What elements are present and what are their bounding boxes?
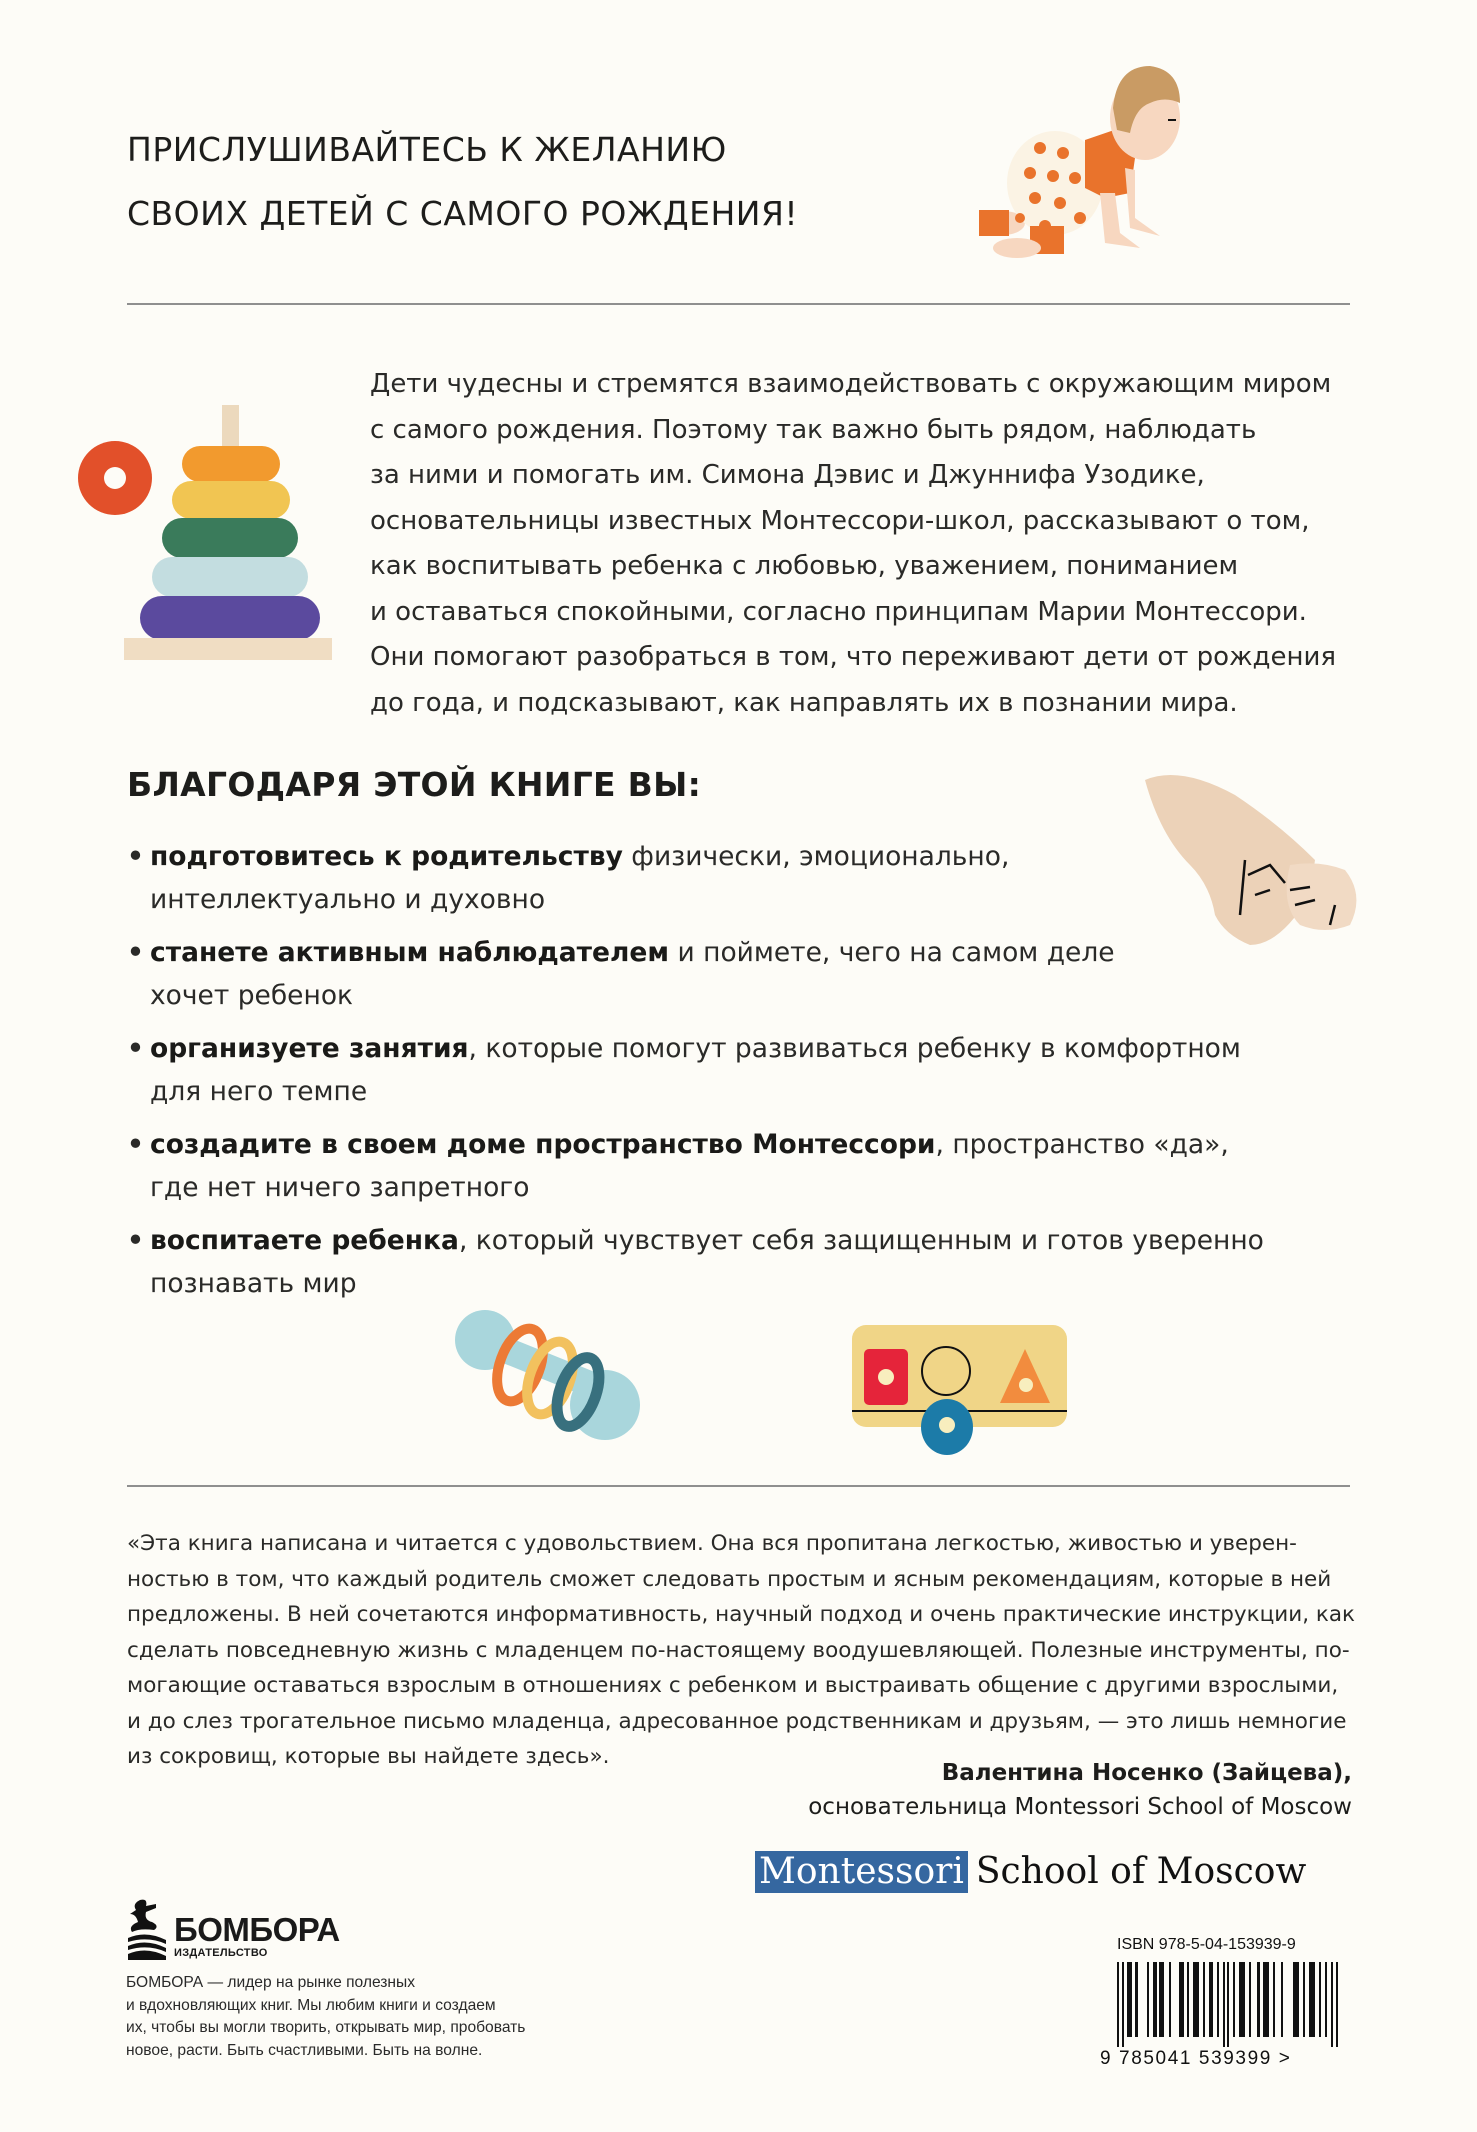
intro-line: за ними и помогать им. Симона Дэвис и Джуннифа Узодике,: [370, 460, 1205, 490]
quote-line: сделать повседневную жизнь с младенцем по-настоящему воодушевляющей. Полезные инструменты, по-: [127, 1637, 1350, 1663]
publisher-line: новое, расти. Быть счастливыми. Быть на волне.: [126, 2041, 483, 2059]
benefit-bold: станете активным наблюдателем: [150, 937, 670, 968]
shape-sorter-puzzle-icon: [850, 1315, 1075, 1455]
intro-line: Дети чудесны и стремятся взаимодействовать с окружающим миром: [370, 369, 1332, 399]
benefit-text: , пространство «да»,: [935, 1129, 1229, 1160]
quote-line: предложены. В ней сочетаются информативность, научный подход и очень практические инструкции, как: [127, 1602, 1356, 1627]
bullet-icon: •: [127, 1033, 144, 1064]
benefit-item: [127, 1219, 1367, 1305]
heading-line-2: СВОИХ ДЕТЕЙ С САМОГО РОЖДЕНИЯ!: [127, 194, 799, 233]
quote-line: «Эта книга написана и читается с удовольствием. Она вся пропитана легкостью, живостью и уверен-: [127, 1531, 1297, 1556]
publisher-description: [126, 1972, 525, 2062]
intro-paragraph: [370, 362, 1360, 726]
publisher-line: БОМБОРА — лидер на рынке полезных: [126, 1974, 416, 1991]
quote-attribution: [808, 1756, 1352, 1824]
page-heading: [127, 118, 798, 246]
quote-line: из сокровищ, которые вы найдете здесь».: [127, 1744, 610, 1769]
quote-line: ностью в том, что каждый родитель сможет следовать простым и ясным рекомендациям, которые в ней: [127, 1566, 1332, 1592]
benefit-bold: создадите в своем доме пространство Монтессори: [150, 1129, 936, 1160]
quote-line: могающие оставаться взрослым в отношениях с ребенком и выстраивать общение с другими взрослыми,: [127, 1673, 1339, 1698]
benefits-title: БЛАГОДАРЯ ЭТОЙ КНИГЕ ВЫ:: [127, 765, 702, 804]
benefit-item: [127, 835, 1367, 921]
barcode-icon: [1117, 1962, 1339, 2047]
publisher-subtitle: ИЗДАТЕЛЬСТВО: [174, 1947, 268, 1959]
heading-line-1: ПРИСЛУШИВАЙТЕСЬ К ЖЕЛАНИЮ: [127, 130, 727, 169]
quote-author-role: основательница Montessori School of Moscow: [808, 1794, 1352, 1820]
intro-line: до года, и подсказывают, как направлять их в познании мира.: [370, 687, 1238, 718]
benefit-text: физически, эмоционально,: [622, 841, 1010, 872]
quote-author: Валентина Носенко (Зайцева),: [941, 1760, 1352, 1786]
benefit-text: , который чувствует себя защищенным и готов уверенно: [458, 1225, 1264, 1256]
benefit-text: познавать мир: [150, 1268, 357, 1299]
benefit-text: для него темпе: [150, 1076, 368, 1107]
isbn-label: ISBN 978-5-04-153939-9: [1117, 1936, 1296, 1953]
bullet-icon: •: [127, 841, 144, 872]
benefits-list: [127, 835, 1367, 1315]
bullet-icon: •: [127, 1129, 144, 1160]
rattle-with-rings-icon: [450, 1310, 670, 1460]
barcode-digits: 9 785041 539399 >: [1100, 2048, 1292, 2069]
intro-line: с самого рождения. Поэтому так важно быть рядом, наблюдать: [370, 414, 1257, 445]
intro-line: основательницы известных Монтессори-школ, рассказывают о том,: [370, 505, 1310, 536]
benefit-item: [127, 1027, 1367, 1113]
bullet-icon: •: [127, 1225, 144, 1256]
bullet-icon: •: [127, 937, 144, 968]
surfer-wave-icon: [126, 1898, 168, 1960]
publisher-logo: [126, 1898, 340, 1960]
review-quote: [127, 1526, 1357, 1775]
montessori-school-logo: [755, 1851, 1306, 1893]
intro-line: и оставаться спокойными, согласно принципам Марии Монтессори.: [370, 596, 1307, 627]
publisher-line: их, чтобы вы могли творить, открывать мир, пробовать: [126, 2019, 526, 2036]
benefit-text: интеллектуально и духовно: [150, 884, 546, 915]
benefit-text: , которые помогут развиваться ребенку в комфортном: [468, 1033, 1241, 1064]
benefit-text: где нет ничего запретного: [150, 1172, 530, 1203]
benefit-bold: подготовитесь к родительству: [150, 841, 623, 872]
intro-line: как воспитывать ребенка с любовью, уважением, пониманием: [370, 551, 1239, 581]
benefit-item: [127, 931, 1367, 1017]
quote-line: и до слез трогательное письмо младенца, адресованное родственникам и друзьям, — это лишь немногие: [127, 1708, 1347, 1734]
benefit-item: [127, 1123, 1367, 1209]
benefit-bold: воспитаете ребенка: [150, 1225, 459, 1256]
logo-text: School of Moscow: [975, 1851, 1307, 1892]
crawling-baby-icon: [935, 58, 1185, 268]
divider-bottom: [127, 1485, 1350, 1487]
divider-top: [127, 303, 1350, 305]
stacking-ring-pyramid-icon: [72, 400, 342, 665]
publisher-line: и вдохновляющих книг. Мы любим книги и создаем: [126, 1996, 496, 2014]
logo-highlight: Montessori: [755, 1851, 968, 1893]
benefit-bold: организуете занятия: [150, 1033, 469, 1064]
benefit-text: хочет ребенок: [150, 980, 354, 1011]
intro-line: Они помогают разобраться в том, что переживают дети от рождения: [370, 642, 1337, 672]
benefit-text: и поймете, чего на самом деле: [669, 937, 1115, 968]
publisher-name: БОМБОРА: [174, 1911, 340, 1948]
